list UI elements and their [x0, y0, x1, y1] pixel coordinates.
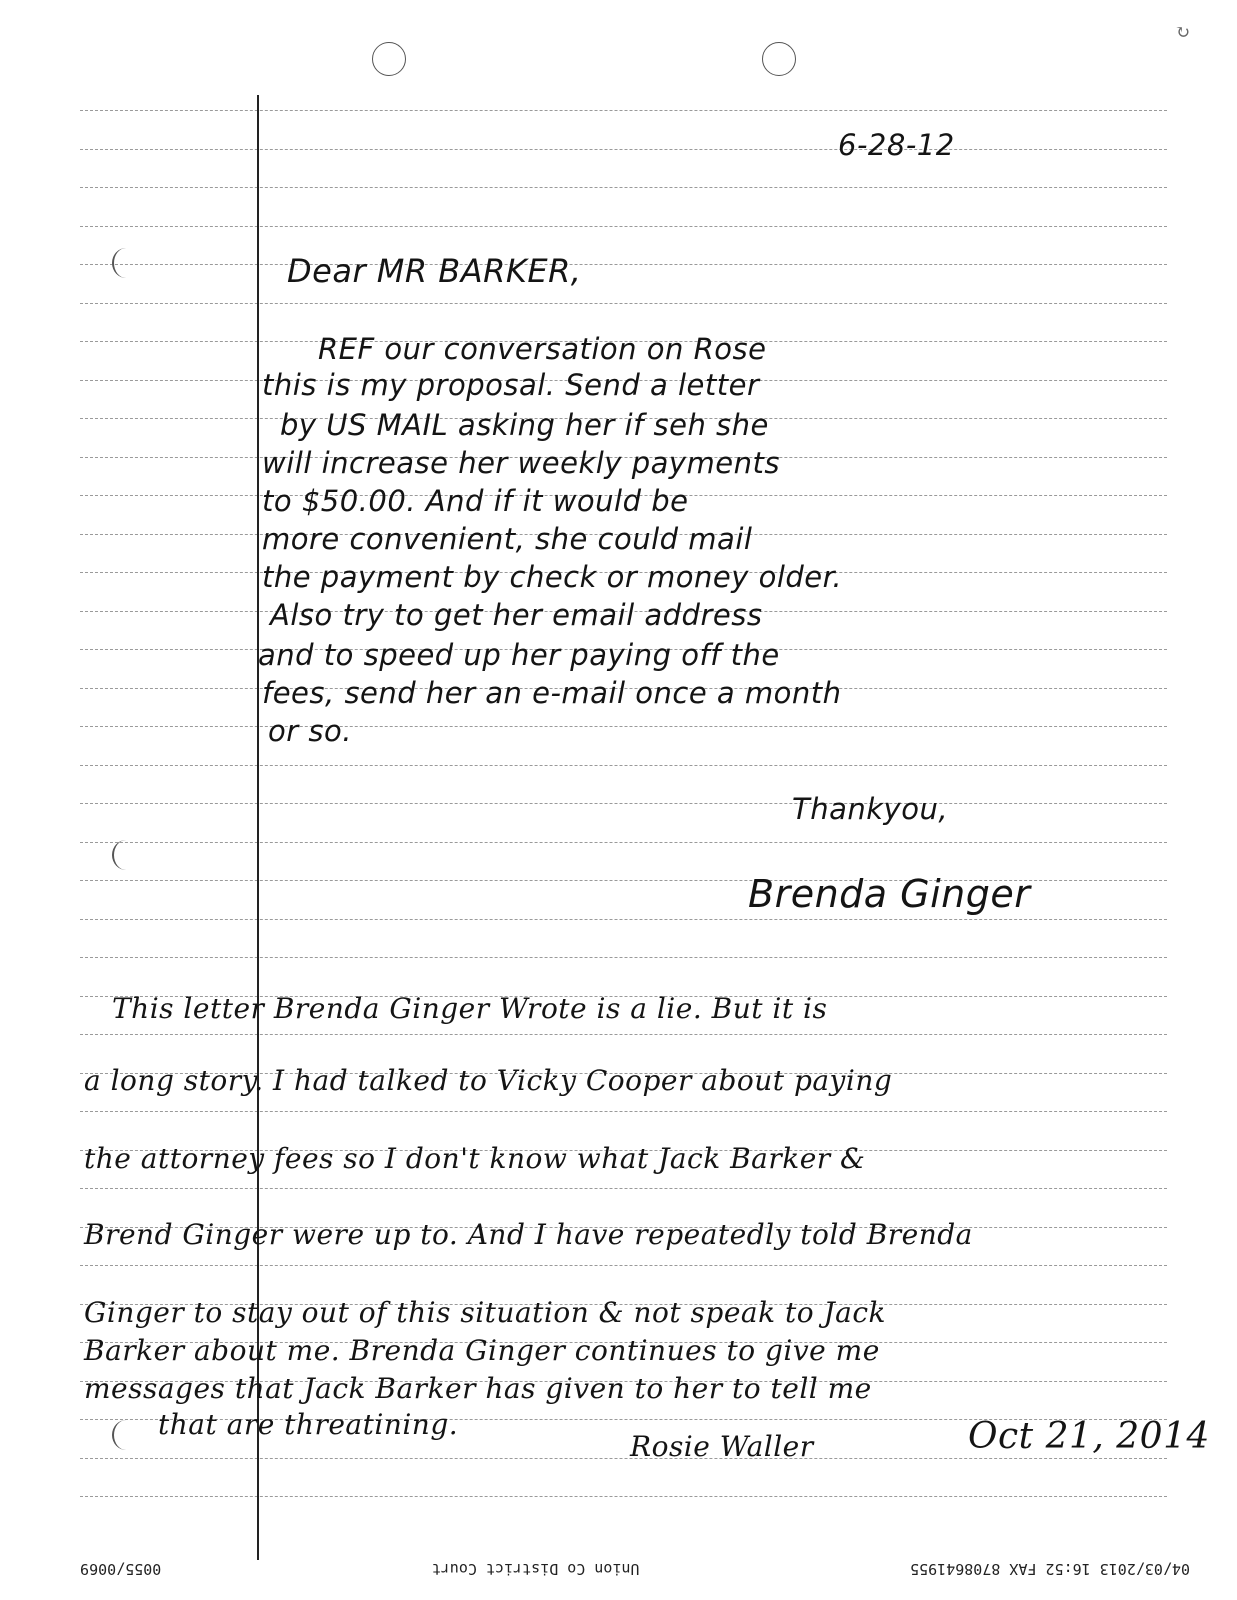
ruled-line: [80, 803, 1167, 804]
ruled-line: [80, 264, 1167, 265]
fax-sender: Union Co District Court: [431, 1560, 640, 1578]
binder-hole: [112, 1420, 140, 1450]
note-line: Brend Ginger were up to. And I have repeatedly told Brenda: [84, 1218, 973, 1251]
note-line: Ginger to stay out of this situation & not speak to Jack: [84, 1296, 887, 1329]
letter-closing: Thankyou,: [792, 792, 949, 826]
binder-hole: [762, 42, 796, 76]
letter-line: or so.: [268, 714, 352, 748]
letter-date: 6-28-12: [838, 128, 955, 162]
note-line: messages that Jack Barker has given to her to tell me: [84, 1372, 872, 1405]
letter-line: the payment by check or money older.: [262, 560, 843, 594]
letter-line: and to speed up her paying off the: [258, 638, 780, 672]
ruled-line: [80, 919, 1167, 920]
fax-header: [80, 1560, 1190, 1578]
binder-hole: [112, 840, 140, 870]
ruled-line: [80, 1496, 1167, 1497]
ruled-line: [80, 1111, 1167, 1112]
ruled-line: [80, 110, 1167, 111]
ruled-line: [80, 187, 1167, 188]
letter-line: REF our conversation on Rose: [318, 332, 767, 366]
letter-line: Also try to get her email address: [270, 598, 763, 632]
ruled-line: [80, 303, 1167, 304]
ruled-line: [80, 765, 1167, 766]
note-line: the attorney fees so I don't know what Jack Barker &: [84, 1142, 866, 1175]
letter-salutation: Dear MR BARKER,: [287, 252, 582, 290]
fax-transmission-info: 04/03/2013 16:52 FAX 8708641955: [910, 1560, 1190, 1578]
note-line: This letter Brenda Ginger Wrote is a lie. But it is: [112, 992, 828, 1025]
letter-line: to $50.00. And if it would be: [262, 484, 689, 518]
ruled-line: [80, 1458, 1167, 1459]
letter-line: more convenient, she could mail: [262, 522, 753, 556]
letter-line: fees, send her an e-mail once a month: [262, 676, 842, 710]
fax-page-count: 0055/0069: [80, 1560, 162, 1578]
letter-line: will increase her weekly payments: [262, 446, 780, 480]
ruled-line: [80, 1034, 1167, 1035]
binder-hole: [372, 42, 406, 76]
ruled-line: [80, 226, 1167, 227]
note-line: a long story. I had talked to Vicky Cooper about paying: [84, 1064, 893, 1097]
note-line: that are threatining.: [158, 1408, 459, 1441]
note-line: Barker about me. Brenda Ginger continues to give me: [84, 1334, 880, 1367]
note-signature: Rosie Waller: [630, 1430, 814, 1463]
note-date: Oct 21, 2014: [968, 1416, 1210, 1457]
letter-line: this is my proposal. Send a letter: [262, 368, 760, 402]
ruled-line: [80, 957, 1167, 958]
ruled-line: [80, 1265, 1167, 1266]
ruled-line: [80, 842, 1167, 843]
scan-mark: ↻: [1175, 22, 1191, 43]
letter-line: by US MAIL asking her if seh she: [280, 408, 769, 442]
ruled-line: [80, 149, 1167, 150]
binder-hole: [112, 248, 140, 278]
letter-signature: Brenda Ginger: [748, 872, 1031, 916]
ruled-line: [80, 1188, 1167, 1189]
ruled-line: [80, 726, 1167, 727]
